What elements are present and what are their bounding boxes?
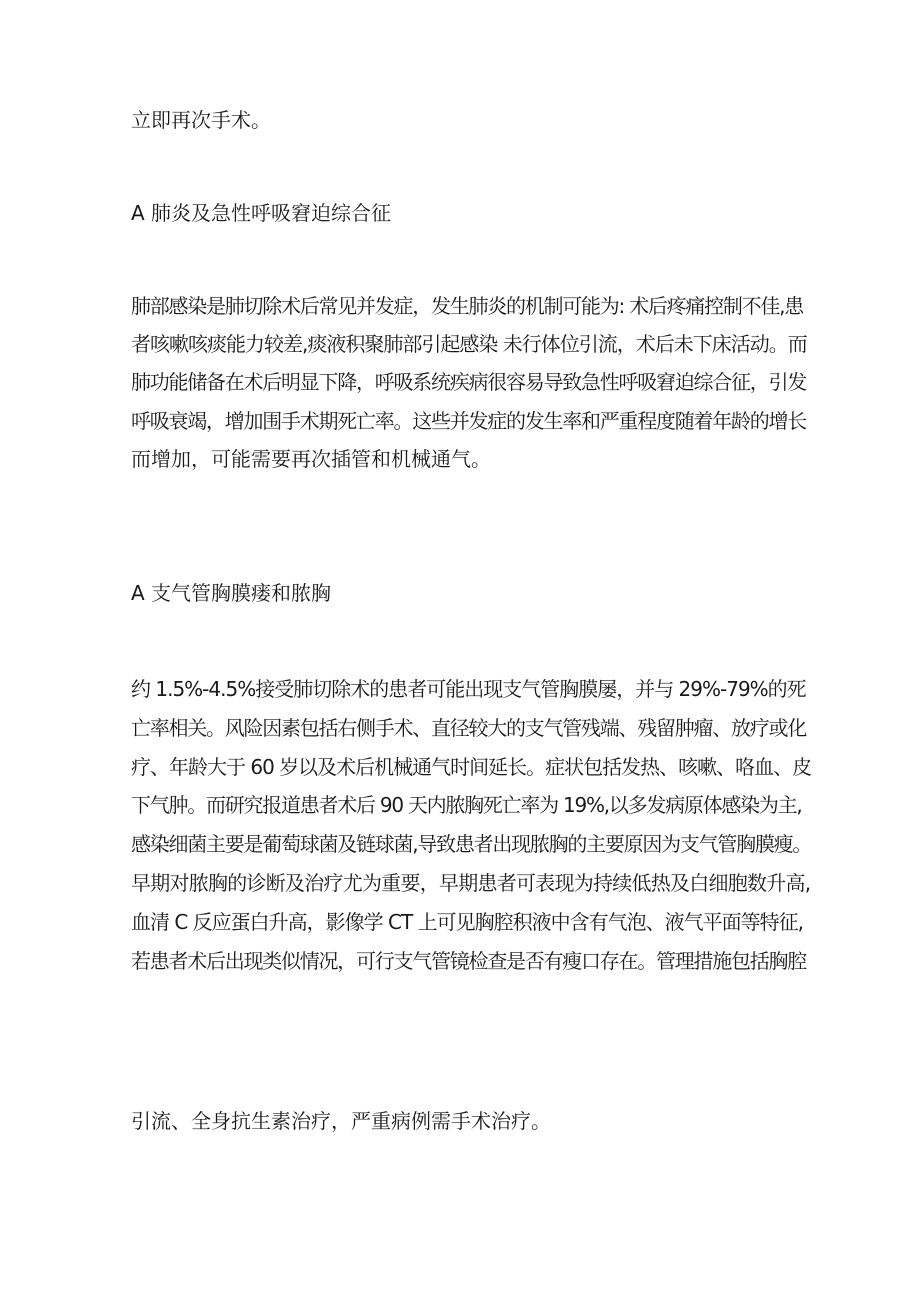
- intro-line: [131, 101, 811, 140]
- text-line: 感染细菌主要是葡萄球菌及链球菌,导致患者出现脓胸的主要原因为支气管胸膜瘦。: [131, 832, 811, 857]
- text-line: 肺部感染是肺切除术后常见并发症，发生肺炎的机制可能为: 术后疼痛控制不佳,患: [131, 294, 803, 318]
- text-line: 下气肿。而研究报道患者术后 90 天内脓胸死亡率为 19%,以多发病原体感染为主,: [131, 793, 802, 818]
- text-line: 亡率相关。风险因素包括右侧手术、直径较大的支气管残端、残留肿瘤、放疗或化: [131, 715, 806, 740]
- section-heading-bronchopleural-fistula: [131, 574, 811, 613]
- text-line: 早期对脓胸的诊断及治疗尤为重要，早期患者可表现为持续低热及白细胞数升高,: [131, 870, 811, 895]
- section-heading-pneumonia-ards: [131, 194, 811, 233]
- text-line: 约 1.5%-4.5%接受肺切除术的患者可能出现支气管胸膜屡，并与 29%-79%的死: [131, 677, 806, 701]
- text-line: 肺功能储备在术后明显下降，呼吸系统疾病很容易导致急性呼吸窘迫综合征，引发: [131, 370, 806, 395]
- text-line: 者咳嗽咳痰能力较差,痰液积聚肺部引起感染 未行体位引流，术后未下床活动。而: [131, 332, 807, 357]
- paragraph-pneumonia: [131, 287, 811, 478]
- heading-text: A 肺炎及急性呼吸窘迫综合征: [131, 201, 392, 225]
- text-line: 呼吸衰竭，增加围手术期死亡率。这些并发症的发生率和严重程度随着年龄的增长: [131, 408, 806, 433]
- heading-text: A 支气管胸膜瘘和脓胸: [131, 581, 332, 605]
- text-line: 引流、全身抗生素治疗，严重病例需手术治疗。: [131, 1109, 551, 1133]
- paragraph-continuation: [131, 1102, 811, 1141]
- text-line: 立即再次手术。: [131, 108, 271, 132]
- text-line: 疗、年龄大于 60 岁以及术后机械通气时间延长。症状包括发热、咳嗽、咯血、皮: [131, 754, 811, 779]
- text-line: 血清 C 反应蛋白升高，影像学 CT 上可见胸腔积液中含有气泡、液气平面等特征,: [131, 909, 803, 934]
- paragraph-bronchopleural-fistula: [131, 670, 811, 980]
- text-line: 而增加，可能需要再次插管和机械通气。: [131, 446, 491, 471]
- text-line: 若患者术后出现类似情况，可行支气管镜检查是否有瘦口存在。管理措施包括胸腔: [131, 948, 806, 973]
